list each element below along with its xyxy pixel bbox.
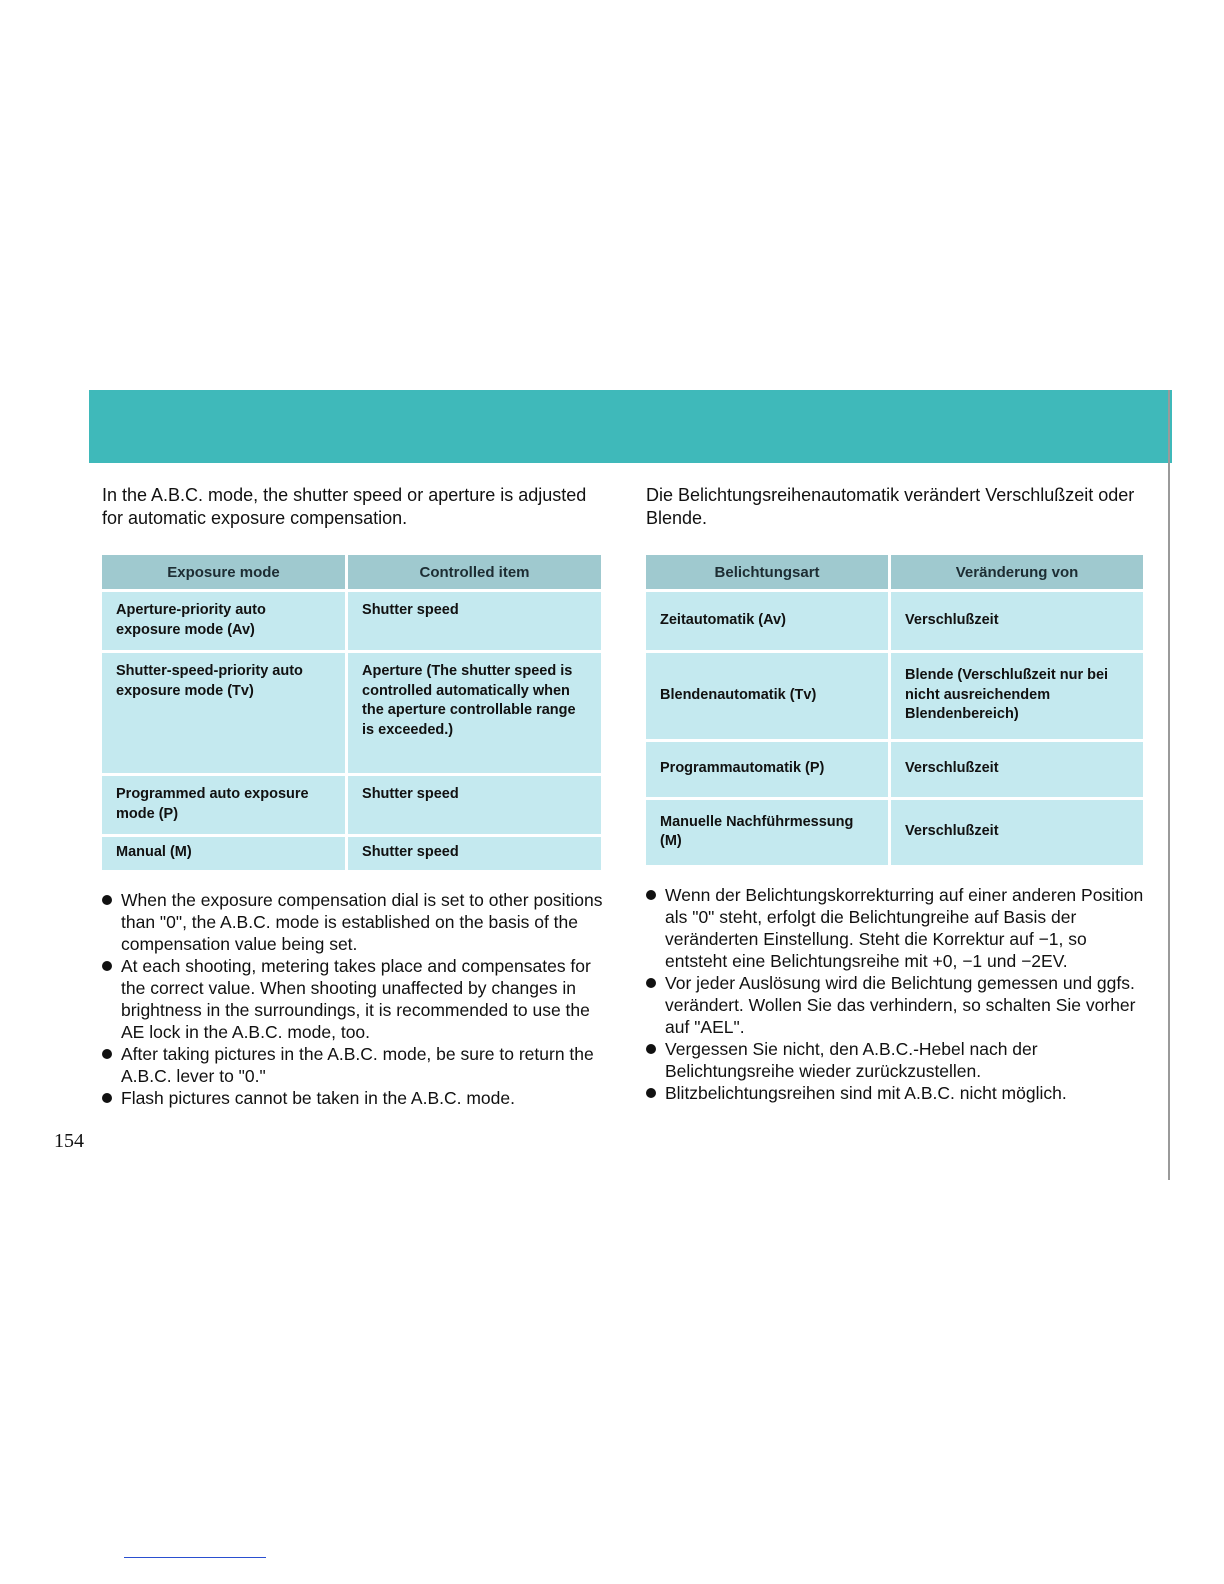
- bullet-dot-icon: [102, 961, 112, 971]
- table-header-row: [646, 555, 1143, 589]
- english-notes-list: [102, 889, 607, 1109]
- table-row: [102, 653, 601, 773]
- bullet-dot-icon: [102, 1093, 112, 1103]
- english-mode-table: [99, 552, 604, 873]
- header-belichtungsart: Belichtungsart: [646, 555, 888, 589]
- english-intro: In the A.B.C. mode, the shutter speed or aperture is adjusted for automatic exposure compensation.: [102, 485, 587, 528]
- header-exposure-mode: Exposure mode: [102, 555, 345, 589]
- table-row: [646, 592, 1143, 650]
- list-item: Wenn der Belichtungskorrekturring auf einer anderen Position als "0" steht, erfolgt die Belichtungreihe auf Basis der veränderten Einstellung. Steht die Korrektur auf −1, so entsteht eine Belichtungsreihe mit +0, −1 und −2EV.: [646, 884, 1149, 972]
- table-cell: Verschlußzeit: [891, 592, 1143, 650]
- table-cell: Blende (Verschlußzeit nur bei nicht ausreichendem Blendenbereich): [891, 653, 1143, 739]
- bullet-dot-icon: [102, 895, 112, 905]
- table-row: [102, 592, 601, 650]
- page-number: 154: [54, 1130, 84, 1152]
- table-cell: Verschlußzeit: [891, 742, 1143, 797]
- table-row: [102, 776, 601, 834]
- list-item: When the exposure compensation dial is set to other positions than "0", the A.B.C. mode is established on the basis of the compensation value being set.: [102, 889, 607, 955]
- table-cell: Verschlußzeit: [891, 800, 1143, 865]
- table-header-row: [102, 555, 601, 589]
- bullet-dot-icon: [646, 1044, 656, 1054]
- header-veraenderung-von: Veränderung von: [891, 555, 1143, 589]
- list-item: Flash pictures cannot be taken in the A.B.C. mode.: [102, 1087, 607, 1109]
- page-edge-rule: [1168, 390, 1170, 1180]
- table-row: [102, 837, 601, 870]
- table-cell: Blendenautomatik (Tv): [646, 653, 888, 739]
- bottom-link-underline: [124, 1557, 266, 1558]
- list-item: Vor jeder Auslösung wird die Belichtung gemessen und ggfs. verändert. Wollen Sie das verhindern, so schalten Sie vorher auf "AEL".: [646, 972, 1149, 1038]
- list-item: Blitzbelichtungsreihen sind mit A.B.C. nicht möglich.: [646, 1082, 1149, 1104]
- table-row: [646, 800, 1143, 865]
- table-cell: Shutter-speed-priority auto exposure mode (Tv): [102, 653, 345, 773]
- table-cell: Zeitautomatik (Av): [646, 592, 888, 650]
- table-cell: Manual (M): [102, 837, 345, 870]
- german-column: [646, 484, 1149, 1104]
- bullet-dot-icon: [646, 978, 656, 988]
- table-cell: Manuelle Nachführmessung (M): [646, 800, 888, 865]
- table-row: [646, 742, 1143, 797]
- list-item: At each shooting, metering takes place and compensates for the correct value. When shooting unaffected by changes in brightness in the surroundings, it is recommended to use the AE lock in the A.B.C. mode, too.: [102, 955, 607, 1043]
- table-cell: Shutter speed: [348, 592, 601, 650]
- section-header-banner: [89, 390, 1172, 463]
- table-row: [646, 653, 1143, 739]
- table-cell: Aperture (The shutter speed is controlled automatically when the aperture controllable range is exceeded.): [348, 653, 601, 773]
- german-intro: Die Belichtungsreihenautomatik verändert Verschlußzeit oder Blende.: [646, 485, 1135, 528]
- table-cell: Shutter speed: [348, 837, 601, 870]
- english-column: [102, 484, 607, 1109]
- list-item: Vergessen Sie nicht, den A.B.C.-Hebel nach der Belichtungsreihe wieder zurückzustellen.: [646, 1038, 1149, 1082]
- table-cell: Programmed auto exposure mode (P): [102, 776, 345, 834]
- german-mode-table: [643, 552, 1146, 868]
- header-controlled-item: Controlled item: [348, 555, 601, 589]
- list-item: After taking pictures in the A.B.C. mode, be sure to return the A.B.C. lever to "0.": [102, 1043, 607, 1087]
- german-notes-list: [646, 884, 1149, 1104]
- table-cell: Aperture-priority auto exposure mode (Av): [102, 592, 345, 650]
- table-cell: Shutter speed: [348, 776, 601, 834]
- bullet-dot-icon: [102, 1049, 112, 1059]
- bullet-dot-icon: [646, 1088, 656, 1098]
- bullet-dot-icon: [646, 890, 656, 900]
- table-cell: Programmautomatik (P): [646, 742, 888, 797]
